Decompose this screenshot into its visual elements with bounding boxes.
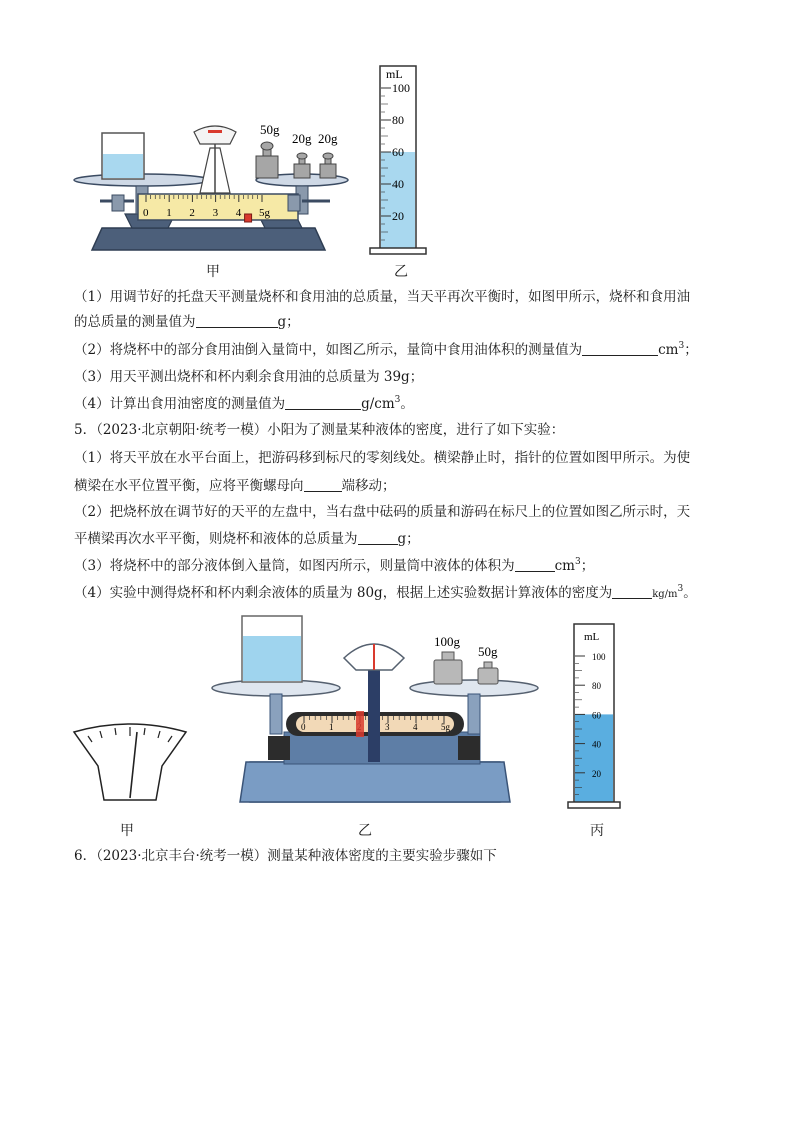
q5-step-1a: （1）将天平放在水平台面上，把游码移到标尺的零刻线处。横梁静止时，指针的位置如图甲所示。为使 — [74, 450, 691, 466]
weight-label: 20g — [318, 131, 338, 146]
cylinder-tick-label: 40 — [592, 739, 601, 750]
q4-line-2: 的总质量的测量值为 g； — [74, 314, 300, 330]
q4-line-1: （1）用调节好的托盘天平测量烧杯和食用油的总质量，当天平再次平衡时，如图甲所示，烧杯和食用油 — [74, 289, 691, 305]
q4-line-3: （2）将烧杯中的部分食用油倒入量筒中，如图乙所示，量筒中食用油体积的测量值为 $cm^3$； — [74, 341, 698, 358]
weight-label: 50g — [260, 122, 280, 137]
scale-tick-label: 4 — [413, 722, 418, 732]
scale-tick-label: 2 — [189, 207, 195, 219]
answer-blank[interactable] — [582, 341, 658, 356]
scale-tick-label: 3 — [385, 722, 390, 732]
caption-yi: 乙 — [358, 823, 372, 839]
cylinder-tick-label: 20 — [392, 209, 404, 223]
weight-50g — [256, 142, 278, 178]
rider — [245, 214, 252, 222]
cylinder-tick-label: 80 — [392, 113, 404, 127]
scale-tick-label: 5g — [441, 722, 450, 732]
weight-20g-1 — [294, 153, 310, 178]
cylinder-tick-label: 60 — [592, 710, 601, 721]
rider — [356, 711, 364, 737]
figure-2-pointer-dial — [70, 722, 190, 806]
scale-tick-label: 3 — [212, 207, 219, 219]
answer-blank[interactable] — [196, 313, 278, 328]
weight-label: 20g — [292, 131, 312, 146]
cylinder-tick-label: 100 — [592, 652, 606, 662]
weight-100g — [434, 652, 462, 684]
answer-blank[interactable] — [515, 557, 555, 572]
weight-label: 100g — [434, 634, 460, 649]
caption-bing: 丙 — [590, 823, 604, 839]
q5-step-2b: 平横梁再次水平平衡，则烧杯和液体的总质量为 g； — [74, 531, 420, 547]
scale-tick-label: 4 — [235, 207, 242, 219]
scale-tick-label: 5g — [259, 207, 270, 219]
answer-blank[interactable] — [358, 530, 398, 545]
q4-line-5: （4）计算出食用油密度的测量值为 $g/cm^3$。 — [74, 395, 414, 412]
caption-jia: 甲 — [120, 823, 134, 839]
cylinder-tick-label: 60 — [392, 145, 404, 159]
caption-yi: 乙 — [394, 264, 408, 280]
weight-50g — [478, 662, 498, 684]
q5-step-4: （4）实验中测得烧杯和杯内剩余液体的质量为 80g，根据上述实验数据计算液体的密度为 $kg/m^3$。 — [74, 584, 697, 601]
scale-tick-label: 0 — [301, 722, 306, 732]
q5-heading: 5．（2023·北京朝阳·统考一模）小阳为了测量某种液体的密度，进行了如下实验： — [74, 422, 565, 438]
scale-tick-label: 1 — [166, 207, 172, 219]
q6-heading: 6．（2023·北京丰台·统考一模）测量某种液体密度的主要实验步骤如下 — [74, 848, 497, 864]
answer-blank[interactable] — [285, 395, 361, 410]
cylinder-unit: mL — [584, 631, 600, 643]
cylinder-tick-label: 100 — [392, 81, 410, 95]
answer-blank[interactable] — [304, 477, 342, 492]
weight-label: 50g — [478, 644, 498, 659]
q5-step-1b: 横梁在水平位置平衡，应将平衡螺母向 端移动； — [74, 478, 396, 494]
cylinder-tick-label: 80 — [592, 681, 601, 692]
scale-tick-label: 1 — [329, 722, 334, 732]
cylinder-tick-label: 20 — [592, 768, 601, 779]
answer-blank[interactable] — [612, 584, 652, 599]
cylinder-tick-label: 40 — [392, 177, 404, 191]
figure-1-balance-and-cylinder — [70, 58, 430, 278]
caption-jia: 甲 — [206, 264, 220, 280]
cylinder-unit: mL — [386, 67, 403, 81]
q5-step-3: （3）将烧杯中的部分液体倒入量筒，如图丙所示，则量筒中液体的体积为 $cm^3$； — [74, 557, 595, 574]
figure-2-balance — [206, 612, 541, 808]
weight-20g-2 — [320, 153, 336, 178]
figure-2-cylinder — [566, 620, 626, 812]
scale-tick-label: 0 — [143, 207, 149, 219]
q5-step-2a: （2）把烧杯放在调节好的天平的左盘中，当右盘中砝码的质量和游码在标尺上的位置如图乙所示时，天 — [74, 504, 691, 520]
q4-line-4: （3）用天平测出烧杯和杯内剩余食用油的总质量为 39g； — [74, 369, 424, 385]
